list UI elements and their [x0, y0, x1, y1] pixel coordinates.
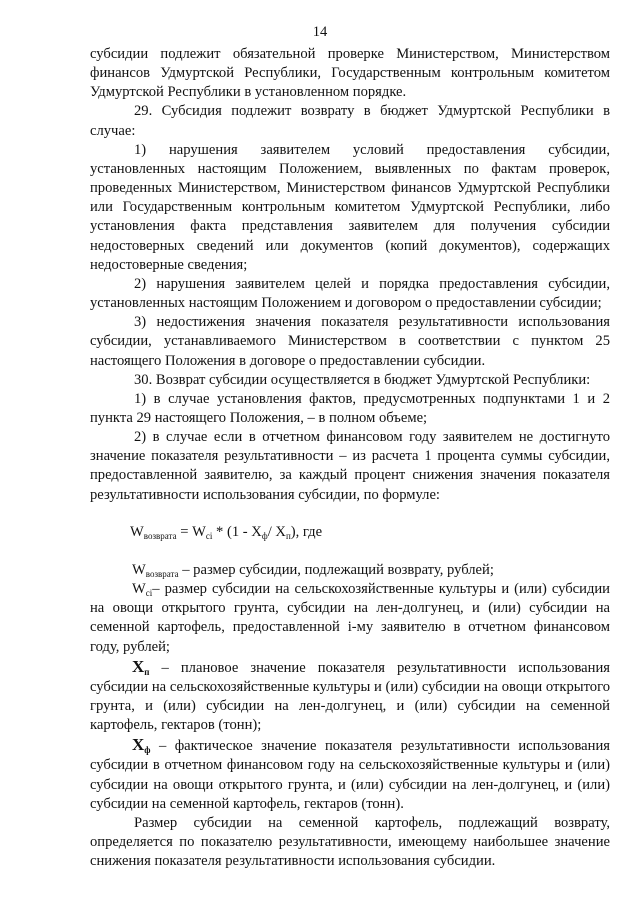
document-body	[90, 45, 610, 871]
definition-xp	[90, 657, 610, 736]
formula-end: ), где	[290, 523, 323, 540]
clause-29-item-1: 1) нарушения заявителем условий предоставления субсидии, установленных настоящим Положением, выявленных по фактам проверок, проведенных Министерством, Министерством финансов Удмуртской Республики или Государственным контрольным комитетом Удмуртской Республики, либо установления факта представления заявителем для получения субсидии недостоверных сведений или документов (копий документов), содержащих недостоверные сведения;	[90, 141, 610, 273]
formula-mid: * (1 - X	[212, 523, 262, 540]
def-wci-text: – размер субсидии на сельскохозяйственные культуры и (или) субсидии на овощи открытого грунта, субсидии на лен-долгунец, и (или) субсидии на семенной картофель, предоставленной i-му заявителю в отчетном финансовом году, рублей;	[90, 581, 610, 655]
paragraph-continuation: субсидии подлежит обязательной проверке Министерством, Министерством финансов Удмуртской Республики, Государственным контрольным комитетом Удмуртской Республики в установленном порядке.	[90, 46, 610, 101]
clause-29-item-2: 2) нарушения заявителем целей и порядка предоставления субсидии, установленных настоящим Положением и договором о предоставлении субсидии;	[90, 275, 610, 312]
formula-wci-sub: ci	[205, 530, 213, 541]
closing-paragraph: Размер субсидии на семенной картофель, подлежащий возврату, определяется по показателю результативности, имеющему наибольшее значение снижения показателя результативности использования субсидии.	[90, 814, 610, 870]
formula-w: W	[130, 523, 144, 540]
clause-29-item-3: 3) недостижения значения показателя результативности использования субсидии, устанавливаемого Министерством в соответствии с пунктом 25 настоящего Положения в договоре о предоставлении субсидии.	[90, 314, 610, 369]
def-xf-sub: ф	[144, 745, 151, 756]
formula-xf-sub: ф	[261, 530, 268, 541]
page-number: 14	[312, 24, 328, 40]
def-w-sub: возврата	[145, 568, 179, 579]
def-xp-symbol	[132, 657, 149, 676]
definition-w	[90, 561, 610, 580]
clause-29: 29. Субсидия подлежит возврату в бюджет Удмуртской Республики в случае:	[90, 103, 610, 139]
clause-30-item-1: 1) в случае установления фактов, предусмотренных подпунктами 1 и 2 пункта 29 настоящего Положения, – в полном объеме;	[90, 390, 610, 426]
definition-xf	[90, 735, 610, 814]
formula-w-sub: возврата	[143, 530, 177, 541]
formula-slash: / X	[267, 523, 286, 540]
formula-xp-sub: п	[285, 530, 291, 541]
definition-wci	[90, 580, 610, 657]
clause-30-item-2: 2) в случае если в отчетном финансовом году заявителем не достигнуто значение показателя результативности – из расчета 1 процента суммы субсидии, предоставленной заявителю, за каждый процент снижения значения показателя результативности использования субсидии, по формуле:	[90, 429, 610, 503]
def-xf-text: – фактическое значение показателя результативности использования субсидии в отчетном финансовом году на сельскохозяйственные культуры и (или) субсидии на овощи открытого грунта, и (или) субсидии на лен-долгунец, и (или) субсидии на семенной картофель, гектаров (тонн).	[90, 738, 610, 812]
def-xp-text: – плановое значение показателя результативности использования субсидии на сельскохозяйственные культуры и (или) субсидии на овощи открытого грунта, и (или) субсидии на лен-долгунец, и (или) субсидии на семенной картофель, гектаров (тонн);	[90, 659, 610, 734]
clause-30: 30. Возврат субсидии осуществляется в бюджет Удмуртской Республики:	[134, 371, 591, 388]
def-wci-symbol: W	[132, 581, 146, 598]
def-w-symbol: W	[132, 561, 146, 578]
def-w-text: – размер субсидии, подлежащий возврату, рублей;	[178, 561, 494, 578]
def-xp-sub: п	[144, 666, 150, 677]
def-xf-letter: X	[132, 735, 145, 755]
def-xp-letter: X	[132, 656, 145, 676]
def-wci-sub: ci	[145, 588, 153, 599]
def-xf-symbol	[132, 735, 151, 754]
formula-eq: = W	[176, 523, 206, 540]
refund-formula	[90, 523, 610, 542]
